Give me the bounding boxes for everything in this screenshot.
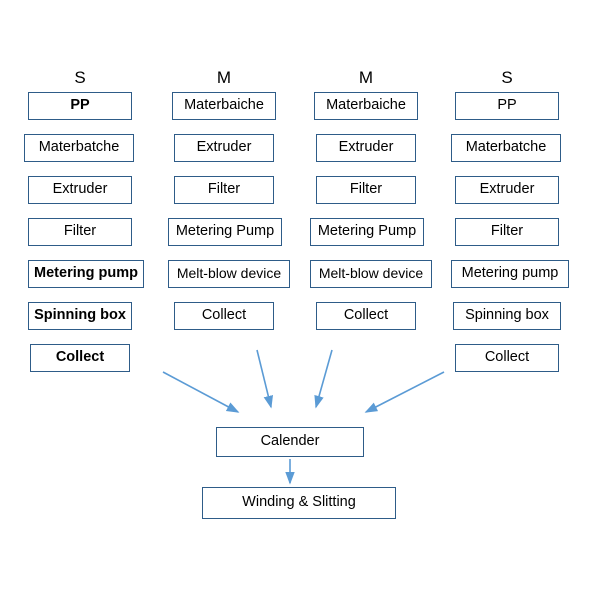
node-s1-filter[interactable]: Filter [28, 218, 132, 246]
node-s1-collect[interactable]: Collect [30, 344, 130, 372]
node-s1-masterbatch[interactable]: Materbatche [24, 134, 134, 162]
node-calender[interactable]: Calender [216, 427, 364, 457]
node-s2-collect[interactable]: Collect [455, 344, 559, 372]
arrow-col4-to-calender [366, 372, 444, 412]
node-s2-filter[interactable]: Filter [455, 218, 559, 246]
node-m1-extruder[interactable]: Extruder [174, 134, 274, 162]
node-s1-pp[interactable]: PP [28, 92, 132, 120]
node-m1-melt-blow-device[interactable]: Melt-blow device [168, 260, 290, 288]
node-s1-metering-pump[interactable]: Metering pump [28, 260, 144, 288]
node-s2-spinning-box[interactable]: Spinning box [453, 302, 561, 330]
node-s1-extruder[interactable]: Extruder [28, 176, 132, 204]
arrow-col3-to-calender [316, 350, 332, 407]
node-m1-metering-pump[interactable]: Metering Pump [168, 218, 282, 246]
node-m1-filter[interactable]: Filter [174, 176, 274, 204]
node-s2-pp[interactable]: PP [455, 92, 559, 120]
node-s2-metering-pump[interactable]: Metering pump [451, 260, 569, 288]
node-s2-extruder[interactable]: Extruder [455, 176, 559, 204]
arrow-col1-to-calender [163, 372, 238, 412]
column-header-1: S [74, 68, 86, 87]
node-winding-slitting[interactable]: Winding & Slitting [202, 487, 396, 519]
node-m2-collect[interactable]: Collect [316, 302, 416, 330]
node-s2-masterbatch[interactable]: Materbatche [451, 134, 561, 162]
node-m2-filter[interactable]: Filter [316, 176, 416, 204]
arrow-col2-to-calender [257, 350, 271, 407]
node-m2-masterbatch[interactable]: Materbaiche [314, 92, 418, 120]
node-s1-spinning-box[interactable]: Spinning box [28, 302, 132, 330]
node-m1-masterbatch[interactable]: Materbaiche [172, 92, 276, 120]
column-header-2: M [216, 68, 232, 87]
column-header-4: S [501, 68, 513, 87]
node-m2-metering-pump[interactable]: Metering Pump [310, 218, 424, 246]
node-m2-melt-blow-device[interactable]: Melt-blow device [310, 260, 432, 288]
node-m1-collect[interactable]: Collect [174, 302, 274, 330]
column-header-3: M [358, 68, 374, 87]
node-m2-extruder[interactable]: Extruder [316, 134, 416, 162]
